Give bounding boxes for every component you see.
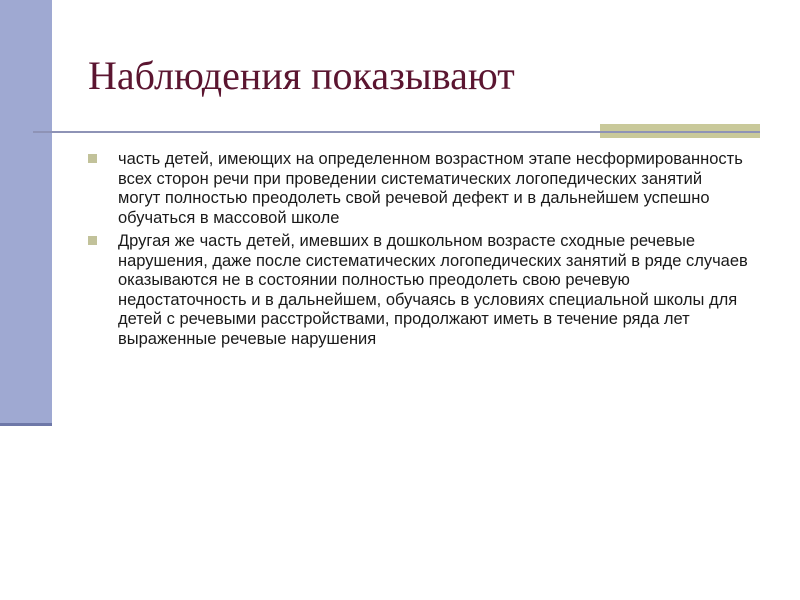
slide-title: Наблюдения показывают	[88, 53, 515, 98]
square-bullet-icon	[88, 236, 97, 245]
bullet-text: часть детей, имеющих на определенном возрастном этапе несформированность всех сторон речи при проведении систематических логопедических занятий могут полностью преодолеть свой речевой дефект и в дальнейшем успешно обучаться в массовой школе	[118, 150, 743, 227]
bullet-text: Другая же часть детей, имевших в дошкольном возрасте сходные речевые нарушения, даже после систематических логопедических занятий в ряде случаев оказываются не в состоянии полностью преодолеть свою речевую недостаточность и в дальнейшем, обучаясь в условиях специальной школы для детей с речевыми расстройствами, продолжают иметь в течение ряда лет выраженные речевые нарушения	[118, 232, 748, 348]
bullet-item	[88, 150, 748, 228]
title-divider-accent-line	[600, 131, 760, 133]
bullet-list	[88, 150, 748, 353]
square-bullet-icon	[88, 154, 97, 163]
left-decorative-bar	[0, 0, 52, 426]
bullet-item	[88, 232, 748, 349]
